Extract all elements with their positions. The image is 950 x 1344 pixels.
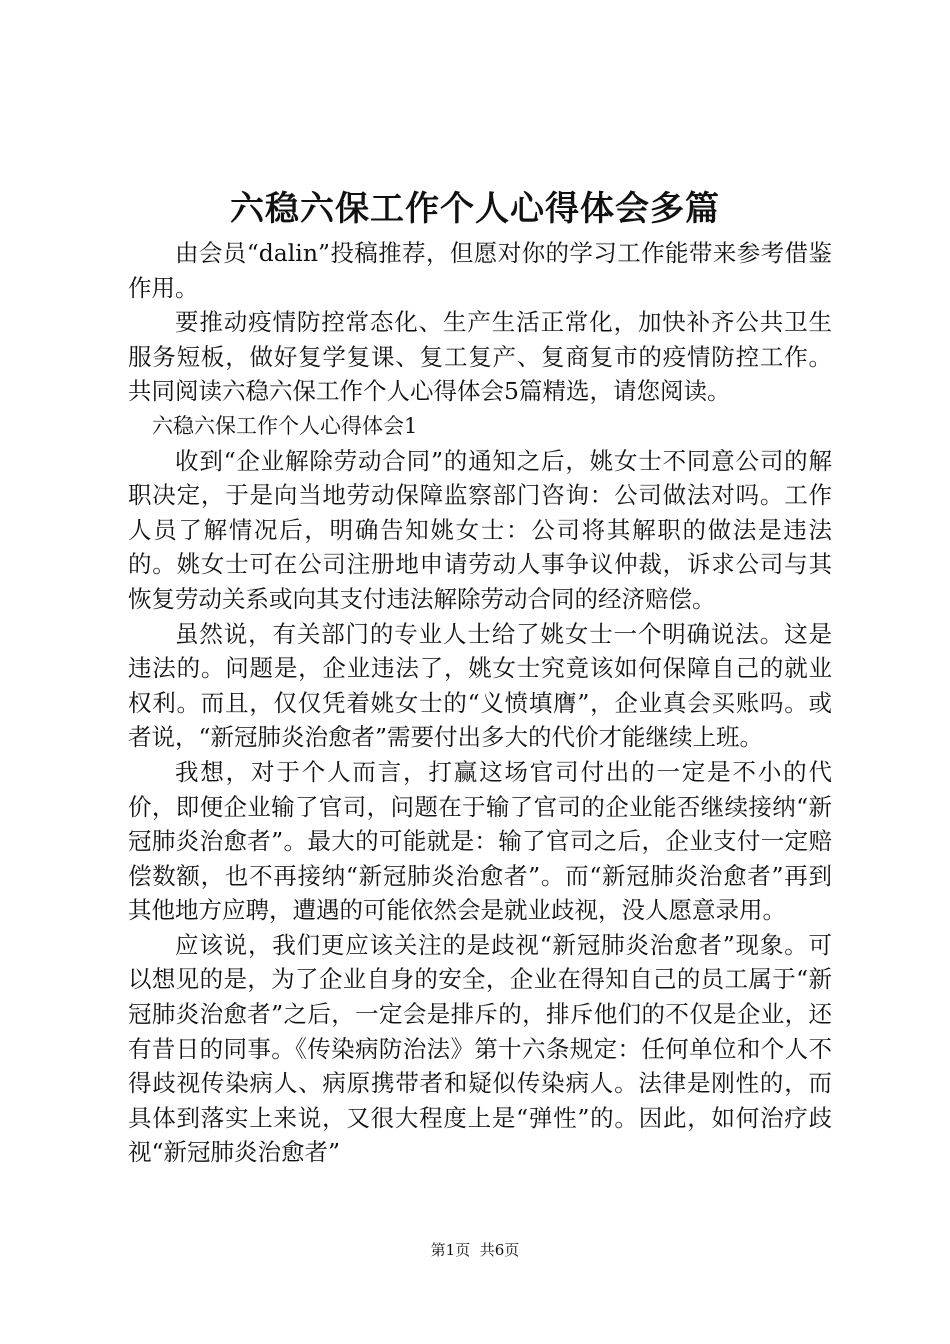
- footer-spacer: [470, 1241, 480, 1259]
- page-footer: [0, 1240, 950, 1260]
- document-title: 六稳六保工作个人心得体会多篇: [230, 189, 720, 229]
- document-body: [128, 236, 832, 1170]
- section-paragraph: 我想，对于个人而言，打赢这场官司付出的一定是不小的代价，即便企业输了官司，问题在于输了官司的企业能否继续接纳“新冠肺炎治愈者”。最大的可能就是：输了官司之后，企业支付一定赔偿数额，也不再接纳“新冠肺炎治愈者”。而“新冠肺炎治愈者”再到其他地方应聘，遭遇的可能依然会是就业歧视，没人愿意录用。: [128, 757, 832, 925]
- section-paragraph: 应该说，我们更应该关注的是歧视“新冠肺炎治愈者”现象。可以想见的是，为了企业自身的安全，企业在得知自己的员工属于“新冠肺炎治愈者”之后，一定会是排斥的，排斥他们的不仅是企业，还有昔日的同事。《传染病防治法》第十六条规定：任何单位和个人不得歧视传染病人、病原携带者和疑似传染病人。法律是刚性的，而具体到落实上来说，又很大程度上是“弹性”的。因此，如何治疗歧视“新冠肺炎治愈者”: [128, 930, 832, 1167]
- intro-paragraph: 由会员“dalin”投稿推荐，但愿对你的学习工作能带来参考借鉴作用。: [128, 239, 832, 302]
- page-number: 第1页: [430, 1241, 471, 1259]
- section-paragraph: 虽然说，有关部门的专业人士给了姚女士一个明确说法。这是违法的。问题是，企业违法了，姚女士究竟该如何保障自己的就业权利。而且，仅仅凭着姚女士的“义愤填膺”，企业真会买账吗。或者说，“新冠肺炎治愈者”需要付出多大的代价才能继续上班。: [128, 619, 832, 752]
- page-total: 共6页: [479, 1241, 520, 1259]
- section-heading: 六稳六保工作个人心得体会1: [152, 413, 418, 438]
- section-paragraph: 收到“企业解除劳动合同”的通知之后，姚女士不同意公司的解职决定，于是向当地劳动保障监察部门咨询：公司做法对吗。工作人员了解情况后，明确告知姚女士：公司将其解职的做法是违法的。姚女士可在公司注册地申请劳动人事争议仲裁，诉求公司与其恢复劳动关系或向其支付违法解除劳动合同的经济赔偿。: [128, 446, 832, 613]
- intro-paragraph: 要推动疫情防控常态化、生产生活正常化，加快补齐公共卫生服务短板，做好复学复课、复工复产、复商复市的疫情防控工作。共同阅读六稳六保工作个人心得体会5篇精选，请您阅读。: [128, 308, 832, 406]
